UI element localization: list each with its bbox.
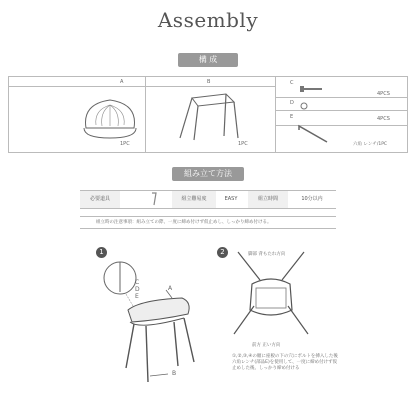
bolt-c-icon [300,84,324,94]
step-1-label-e: E [135,293,139,300]
time-value: 10分以内 [301,196,323,202]
parts-divider-1 [145,76,146,152]
parts-section-pill: 構 成 [178,53,238,67]
notice-bottom-border [80,228,336,229]
part-d-label: D [290,100,294,106]
notice-top-border [80,216,336,217]
part-c-label: C [290,80,294,86]
step-2-instructions: ①,②,③,④の順に座板の下の穴にボルトを挿入した後六角レンチ(部品E)を使用して、一度に締め付けず仮止めした後、しっかり締め付ける [232,354,338,371]
assembly-section-pill: 組み立て方法 [172,167,244,181]
part-d-qty: 4PCS [377,116,390,122]
parts-divider-right [407,76,408,152]
step-2-bottom-label: 前方 正い方向 [252,343,281,348]
step-1-label-a: A [168,285,173,292]
step-1-number: 1 [96,247,107,258]
parts-table-top-border [8,76,408,77]
step-1-label-d: D [135,286,140,293]
page-title: Assembly [157,8,259,32]
info-table-bottom-border [80,208,336,209]
part-a-label: A [120,79,124,85]
parts-row-line-2 [275,110,407,111]
legs-illustration [176,92,242,142]
parts-divider-left [8,76,9,152]
parts-row-line-1 [275,97,407,98]
part-e-qty: 六角 レンチ/1PC [353,142,388,147]
part-e-label: E [290,114,294,120]
parts-divider-2 [275,76,276,152]
step-2-illustration [226,244,316,340]
part-b-label: B [207,79,211,85]
step-1-illustration [100,258,210,408]
difficulty-label: 組立難易度 [172,191,216,208]
assembly-notice: 組立時の注意事項：組み立ての際、一度に締め付けず仮止めし、しっかり締め付ける。 [96,220,272,225]
time-label: 組立時間 [248,191,288,208]
parts-header-line [8,86,275,87]
step-1-label-b: B [172,370,177,377]
parts-table-bottom-border [8,152,408,153]
tools-label: 必要道具 [80,191,120,208]
step-1-label-c: C [135,279,140,286]
parts-row-line-3 [275,125,407,126]
part-a-qty: 1PC [120,141,130,147]
washer-d-icon [300,102,310,110]
step-2-number: 2 [217,247,228,258]
difficulty-value: EASY [224,196,238,202]
step-2-top-label: 脚部 背もたれ方向 [248,252,286,257]
part-c-qty: 4PCS [377,91,390,97]
hex-wrench-icon [297,124,331,146]
wrench-tool-icon [150,192,160,206]
seat-illustration [80,94,140,142]
part-b-qty: 1PC [238,141,248,147]
